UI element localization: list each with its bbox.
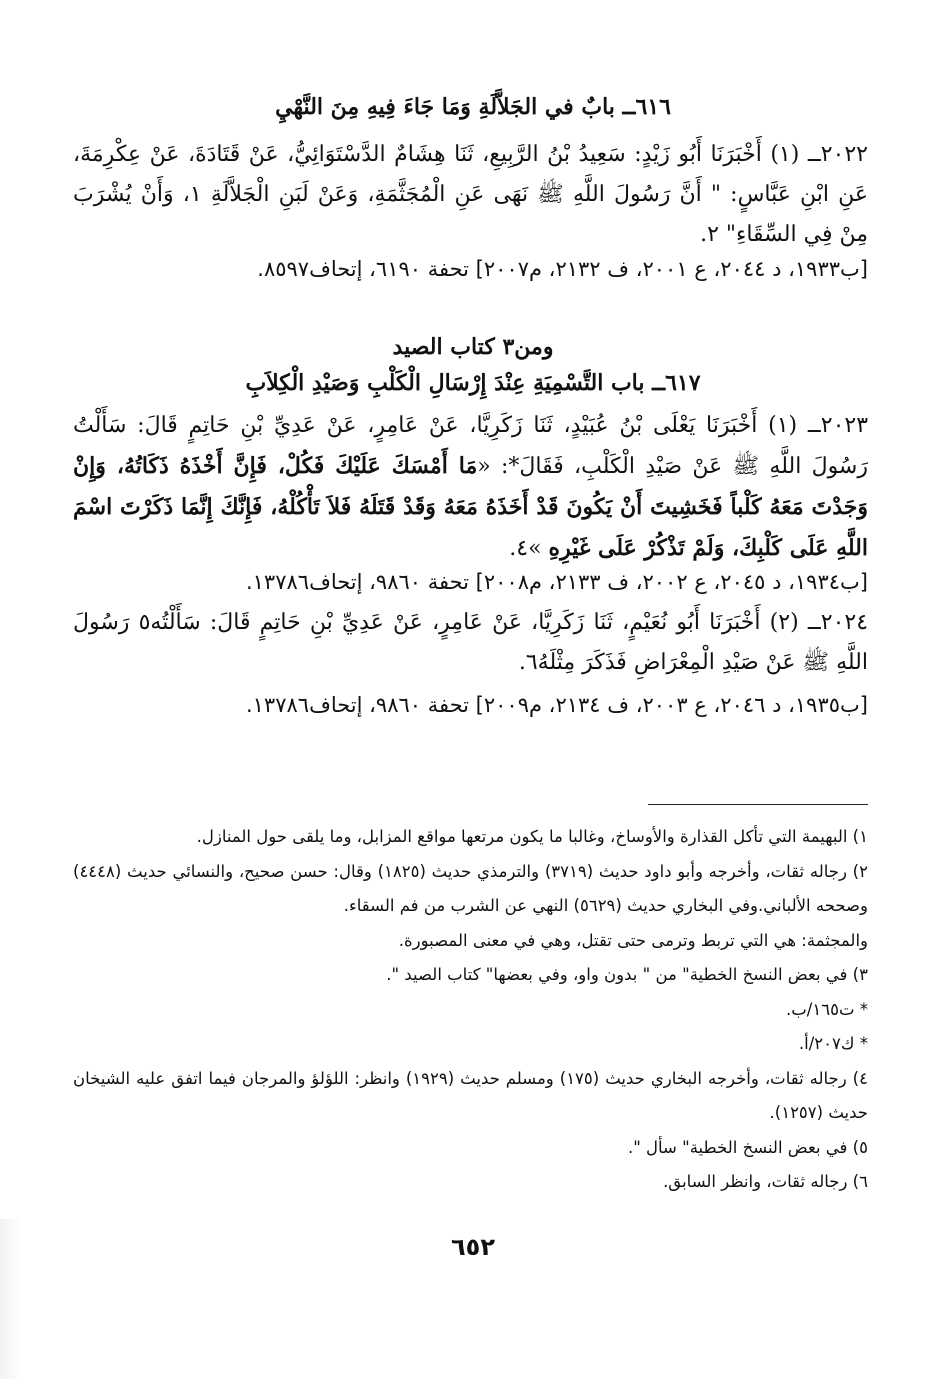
scan-edge-shadow: [0, 1219, 22, 1379]
footnote-4: ٤) رجاله ثقات، وأخرجه البخاري حديث (١٧٥) ومسلم حديث (١٩٢٩) وانظر: اللؤلؤ والمرجان فيما اتفق عليه الشيخان حديث (١٢٥٧).: [73, 1068, 868, 1122]
hadith-2022: ٢٠٢٢ــ (١) أَخْبَرَنَا أَبُو زَيْدٍ: سَعِيدُ بْنُ الرَّبِيعِ، ثَنَا هِشَامٌ الدَّسْتَوَائِيُّ، عَنْ قَتَادَةَ، عَنْ عِكْرِمَةَ، عَنِ ابْنِ عَبَّاسٍ: " أَنَّ رَسُولَ اللَّهِ ﷺ نَهَى عَنِ الْمُجَثَّمَةِ، وَعَنْ لَبَنِ الْجَلاَّلَةِ ١، وَأَنْ يُشْرَبَ مِنْ فِي السِّقَاءِ" ٢.: [73, 142, 869, 247]
hadith-2023-prophetic-saying: مَا أَمْسَكَ عَلَيْكَ فَكُلْ، فَإِنَّ أَخْذَهُ ذَكَاتُهُ، وَإِنْ وَجَدْتَ مَعَهُ كَلْباً فَخَشِيتَ أَنْ يَكُونَ قَدْ أَخَذَهُ مَعَهُ وَقَدْ قَتَلَهُ فَلاَ تَأْكُلْهُ، فَإِنَّكَ إِنَّمَا ذَكَرْتَ اسْمَ اللَّهِ عَلَى كَلْبِكَ، وَلَمْ تَذْكُرْ عَلَى غَيْرِهِ: [73, 453, 868, 561]
reference-2024: [ب١٩٣٥، د ٢٠٤٦، ع ٢٠٠٣، ف ٢١٣٤، م٢٠٠٩] تحفة ٩٨٦٠، إتحاف١٣٧٨٦.: [245, 693, 868, 717]
folio-marker-k: * ك٢٠٧/أ.: [798, 1034, 868, 1053]
page-number: ٦٥٢: [451, 1233, 495, 1261]
folio-marker-t: * ت١٦٥/ب.: [786, 999, 868, 1019]
hadith-2023: [73, 406, 868, 569]
reference-2022: [ب١٩٣٣، د ٢٠٤٤، ع ٢٠٠١، ف ٢١٣٢، م٢٠٠٧] تحفة ٦١٩٠، إتحاف٨٥٩٧.: [257, 257, 868, 281]
footnote-2: ٢) رجاله ثقات، وأخرجه وأبو داود حديث (٣٧١٩) والترمذي حديث (١٨٢٥) وقال: حسن صحيح، والنسائي حديث (٤٤٤٨) وصححه الألباني.وفي البخاري حديث (٥٦٢٩) النهي عن الشرب من فم السقاء.: [73, 861, 868, 915]
chapter-heading-616: ٦١٦ــ بابٌ في الجَلاَّلَةِ وَمَا جَاءَ فِيهِ مِنَ النَّهْيِ: [275, 94, 671, 120]
hadith-2024: ٢٠٢٤ــ (٢) أَخْبَرَنَا أَبُو نُعَيْمٍ، ثَنَا زَكَرِيَّا، عَنْ عَامِرٍ، عَنْ عَدِيِّ بْنِ حَاتِمٍ قَالَ: سَأَلْتُه٥ رَسُولَ اللَّهِ ﷺ عَنْ صَيْدِ الْمِعْرَاضِ فَذَكَرَ مِثْلَهُ٦.: [73, 610, 869, 675]
reference-2023: [ب١٩٣٤، د ٢٠٤٥، ع ٢٠٠٢، ف ٢١٣٣، م٢٠٠٨] تحفة ٩٨٦٠، إتحاف١٣٧٨٦.: [245, 570, 868, 594]
chapter-heading-617: ٦١٧ــ باب التَّسْمِيَةِ عِنْدَ إِرْسَالِ الْكَلْبِ وَصَيْدِ الْكِلاَبِ: [245, 370, 701, 396]
footnote-2-continuation: والمجثمة: هي التي تربط وترمى حتى تقتل، وهي في معنى المصبورة.: [398, 930, 868, 950]
hadith-2023-closing: »٤.: [509, 536, 549, 561]
hadith-2023-chain: ٢٠٢٣ــ (١) أَخْبَرَنَا يَعْلَى بْنُ عُبَيْدٍ، ثَنَا زَكَرِيَّا، عَنْ عَامِرٍ، عَنْ عَدِيِّ بْنِ حَاتِمٍ قَالَ: سَأَلْتُ رَسُولَ اللَّهِ ﷺ عَنْ صَيْدِ الْكَلْبِ، فَقَالَ*: «: [73, 413, 869, 479]
footnote-6: ٦) رجاله ثقات، وانظر السابق.: [663, 1172, 868, 1191]
footnote-5: ٥) في بعض النسخ الخطية" سأل ".: [627, 1137, 868, 1157]
footnote-3: ٣) في بعض النسخ الخطية" من " بدون واو، وفي بعضها" كتاب الصيد ".: [386, 965, 868, 984]
footnotes: [73, 820, 868, 1200]
book-heading: ومن٣ كتاب الصيد: [392, 334, 554, 360]
footnote-1: ١) البهيمة التي تأكل القذارة والأوساخ، وغالبا ما يكون مرتعها مواقع المزابل، وما يلقى حول المنازل.: [196, 827, 868, 846]
footnote-divider: [648, 804, 868, 805]
